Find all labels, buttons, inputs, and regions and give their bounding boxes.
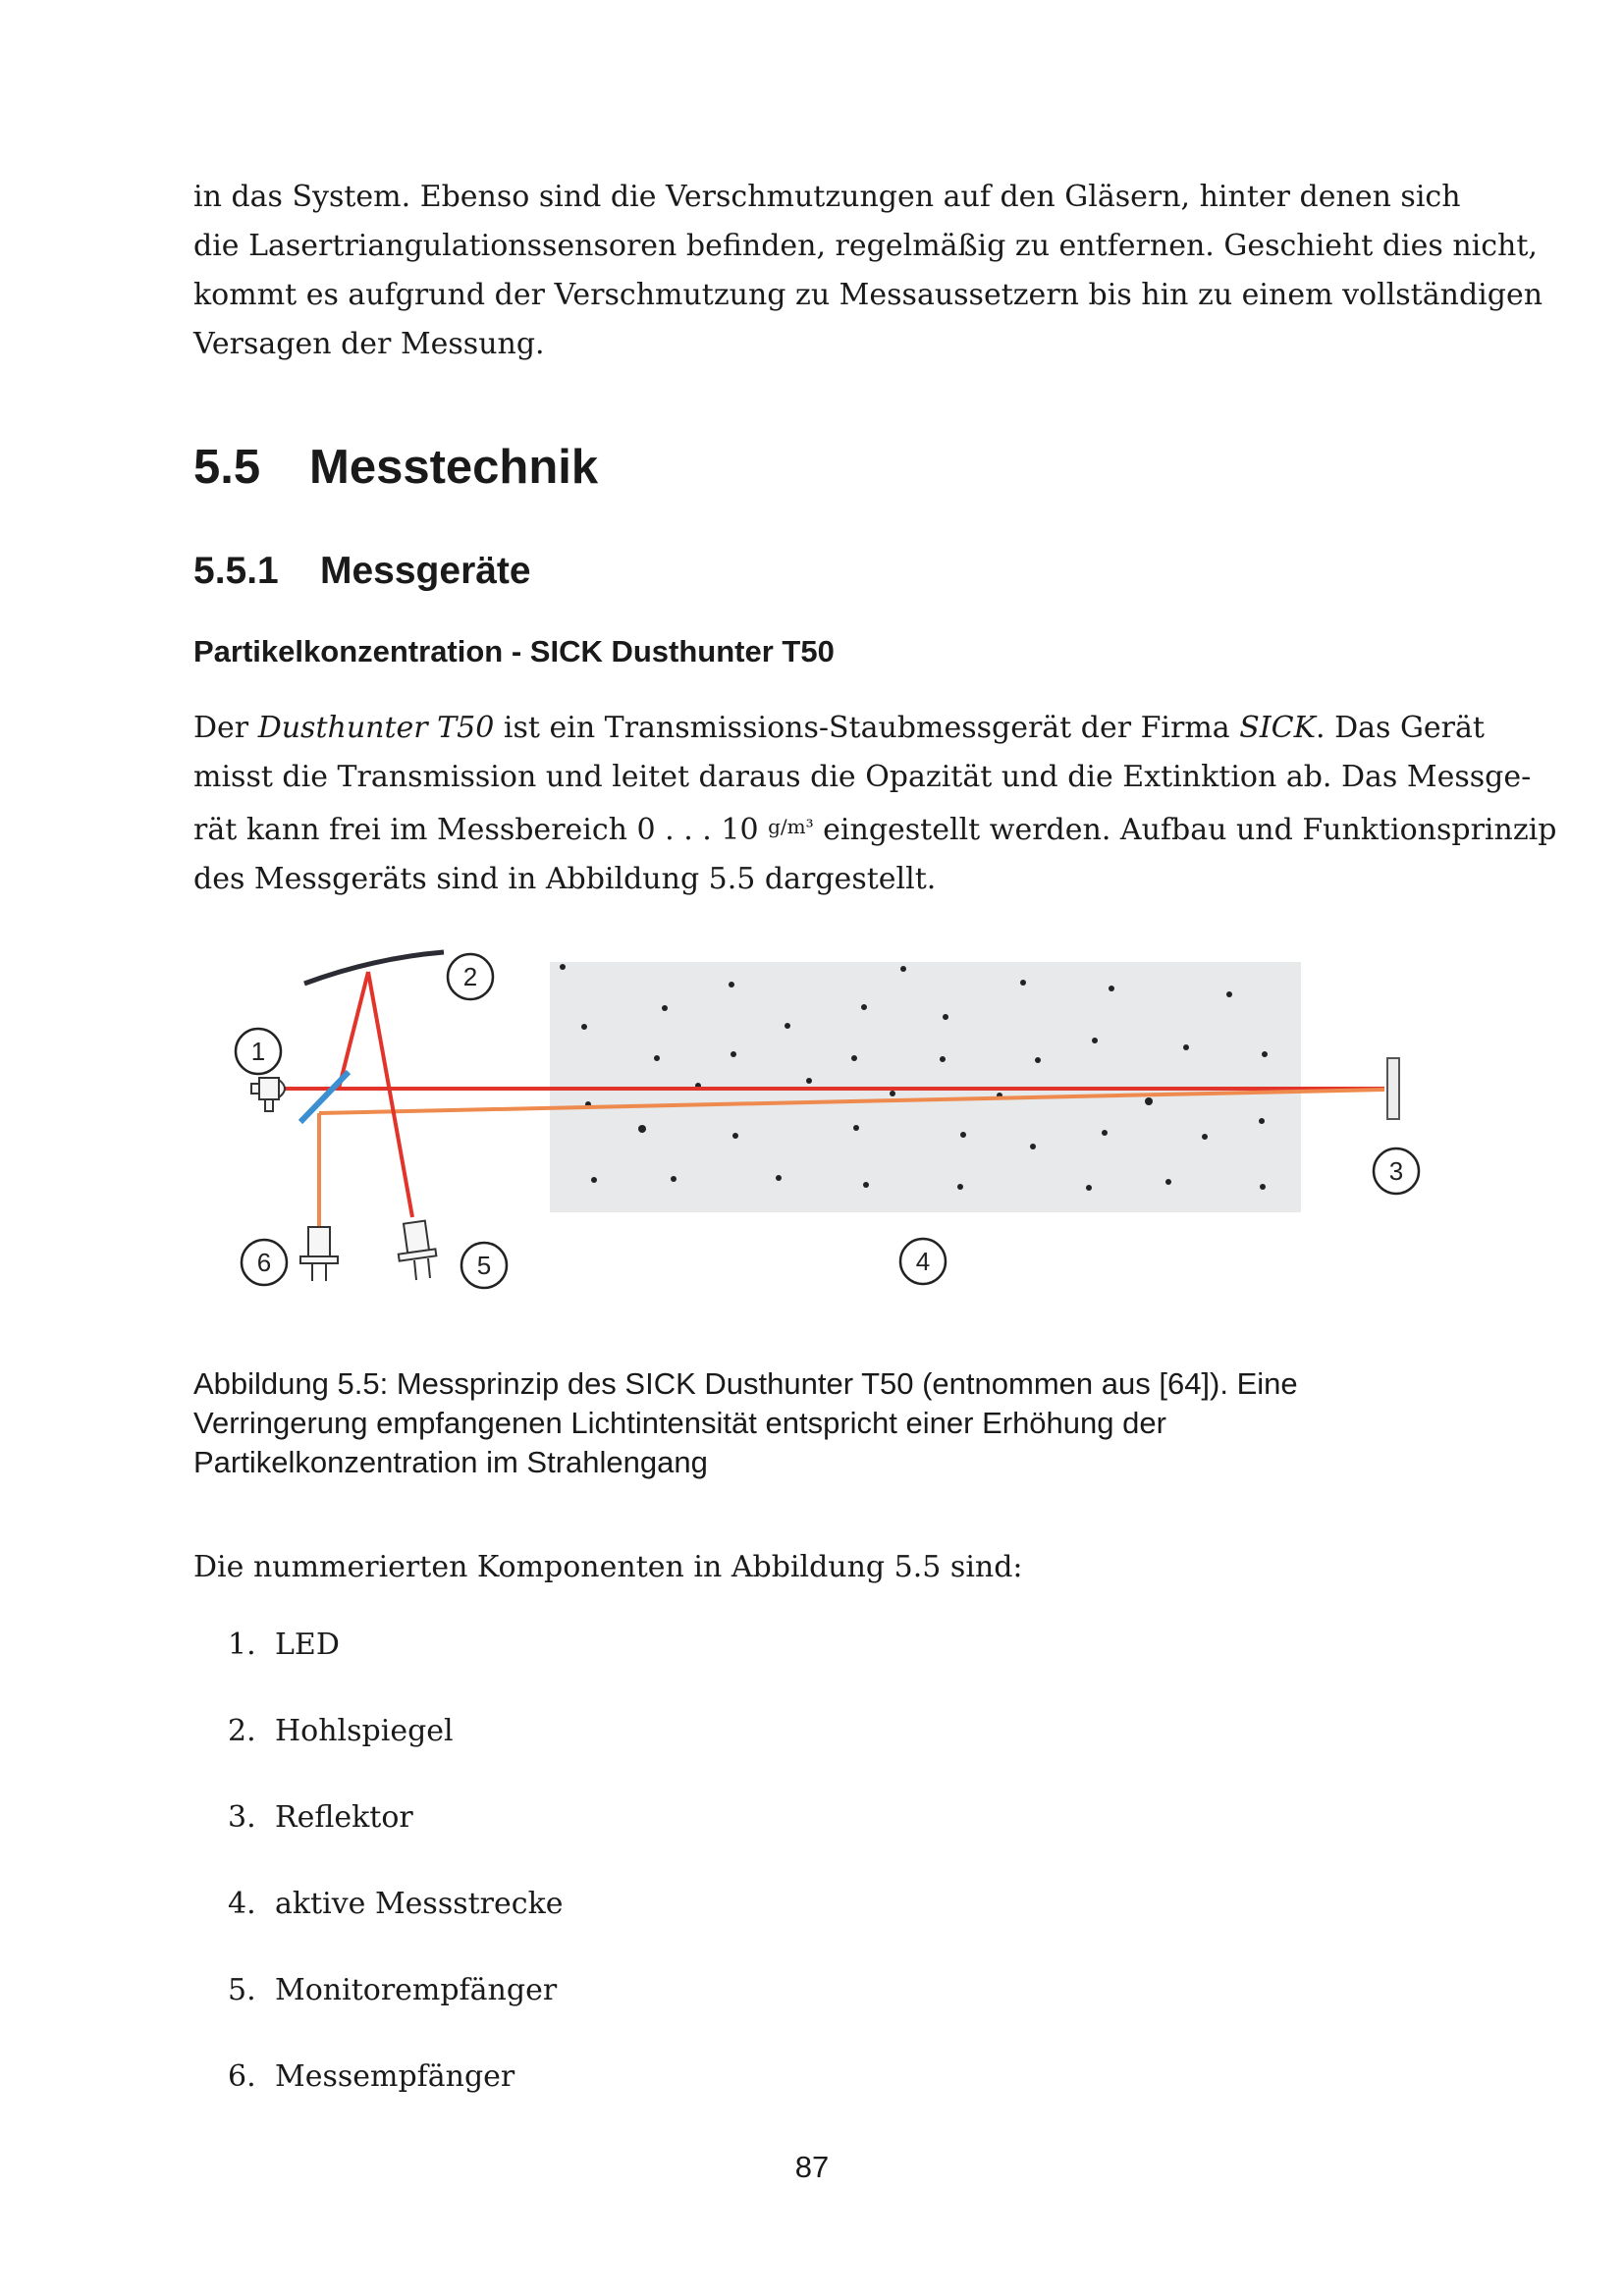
text-line: misst die Transmission und leitet daraus die Opazität und die Extinktion ab. Das Messge- bbox=[193, 760, 1532, 794]
callout-3 bbox=[1374, 1148, 1419, 1194]
text-line: in das System. Ebenso sind die Verschmutzungen auf den Gläsern, hinter denen sich bbox=[193, 180, 1461, 214]
top-paragraph bbox=[193, 173, 1543, 369]
subsection-heading bbox=[193, 550, 531, 593]
subsection-number: 5.5.1 bbox=[193, 550, 279, 592]
callout-4 bbox=[900, 1239, 946, 1284]
intro-paragraph bbox=[193, 704, 1557, 904]
svg-text:5: 5 bbox=[476, 1251, 492, 1280]
company-name: SICK bbox=[1239, 711, 1317, 745]
section-title: Messtechnik bbox=[309, 441, 599, 494]
text-line: Der Dusthunter T50 ist ein Transmissions-Staubmessgerät der Firma SICK. Das Gerät bbox=[193, 711, 1485, 745]
list-item: 6. Messempfänger bbox=[228, 2059, 515, 2094]
device-name: Dusthunter T50 bbox=[257, 711, 495, 745]
red-beam-up bbox=[339, 972, 368, 1089]
caption-line: Abbildung 5.5: Messprinzip des SICK Dusthunter T50 (entnommen aus [64]). Eine bbox=[193, 1366, 1298, 1401]
led-source bbox=[251, 1078, 285, 1111]
dusthunter-diagram bbox=[206, 933, 1473, 1306]
concave-mirror bbox=[304, 952, 444, 984]
caption-line: Verringerung empfangenen Lichtintensität entspricht einer Erhöhung der bbox=[193, 1406, 1166, 1440]
page-number: 87 bbox=[794, 2150, 830, 2184]
svg-text:6: 6 bbox=[256, 1248, 272, 1277]
svg-text:3: 3 bbox=[1388, 1156, 1404, 1186]
reflector bbox=[1387, 1058, 1399, 1119]
section-number: 5.5 bbox=[193, 441, 261, 494]
text-line: des Messgeräts sind in Abbildung 5.5 dargestellt. bbox=[193, 862, 937, 896]
text-line: die Lasertriangulationssensoren befinden, regelmäßig zu entfernen. Geschieht dies nicht, bbox=[193, 229, 1538, 263]
svg-text:1: 1 bbox=[250, 1037, 266, 1066]
text-line: kommt es aufgrund der Verschmutzung zu Messaussetzern bis hin zu einem vollständigen bbox=[193, 278, 1543, 312]
text-line: Versagen der Messung. bbox=[193, 327, 545, 361]
list-item: 2. Hohlspiegel bbox=[228, 1714, 454, 1748]
callout-5 bbox=[461, 1243, 507, 1288]
figure-caption bbox=[193, 1364, 1438, 1482]
subsection-title: Messgeräte bbox=[320, 550, 531, 592]
callout-2 bbox=[448, 954, 493, 999]
list-item: 5. Monitorempfänger bbox=[228, 1973, 558, 2007]
svg-text:2: 2 bbox=[462, 962, 478, 991]
component-list bbox=[228, 1626, 564, 2144]
caption-line: Partikelkonzentration im Strahlengang bbox=[193, 1445, 708, 1479]
paragraph-heading: Partikelkonzentration - SICK Dusthunter T50 bbox=[193, 634, 835, 668]
measuring-receiver-6 bbox=[300, 1227, 338, 1281]
list-item: 4. aktive Messstrecke bbox=[228, 1887, 564, 1921]
red-beam-down bbox=[368, 972, 412, 1217]
list-intro: Die nummerierten Komponenten in Abbildung 5.5 sind: bbox=[193, 1550, 1023, 1584]
callout-6 bbox=[242, 1240, 287, 1285]
section-heading bbox=[193, 440, 598, 495]
monitor-receiver-5 bbox=[399, 1221, 437, 1280]
list-item: 3. Reflektor bbox=[228, 1800, 413, 1835]
unit: g/m³ bbox=[768, 815, 814, 838]
callout-1 bbox=[236, 1029, 281, 1074]
text-line: rät kann frei im Messbereich 0 . . . 10 $^{g/m^3}$ eingestellt werden. Aufbau und Funktionsprinzip bbox=[193, 813, 1557, 847]
list-item: 1. LED bbox=[228, 1628, 340, 1662]
svg-text:4: 4 bbox=[915, 1247, 931, 1276]
